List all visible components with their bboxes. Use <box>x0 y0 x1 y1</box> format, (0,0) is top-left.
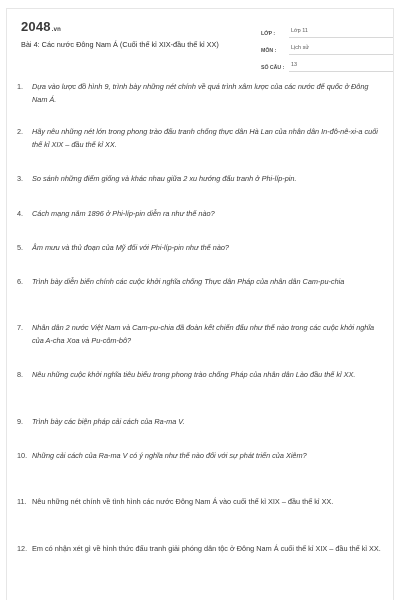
question-text: Cách mạng năm 1896 ở Phi-líp-pin diễn ra như thế nào? <box>32 209 215 218</box>
question-text: Em có nhận xét gì về hình thức đấu tranh giải phóng dân tộc ở Đông Nam Á cuối thế kỉ XIX – đầu thế kỉ XX. <box>32 544 381 553</box>
grade-label: LỚP : <box>261 31 276 37</box>
question-text: Nêu những nét chính về tình hình các nước Đông Nam Á vào cuối thế kỉ XIX – đầu thế kỉ XX. <box>32 497 334 506</box>
question-item <box>17 543 381 573</box>
question-text: Hãy nêu những nét lớn trong phong trào đấu tranh chống thực dân Hà Lan của nhân dân In-đô-nê-xi-a cuối thế kỉ XIX – đầu thế kỉ XX. <box>32 127 378 149</box>
meta-row-count <box>261 57 393 72</box>
question-text: Nêu những cuộc khởi nghĩa tiêu biểu trong phong trào chống Pháp của nhân dân Lào đầu thế kỉ XX. <box>32 370 356 379</box>
grade-value: Lớp 11 <box>289 27 393 38</box>
question-number: 8. <box>17 370 24 379</box>
question-item <box>17 173 381 208</box>
meta-row-subject <box>261 40 393 55</box>
question-text: Dựa vào lược đồ hình 9, trình bày những nét chính về quá trình xâm lược của các nước đế quốc ở Đông Nam Á. <box>32 82 369 104</box>
question-number: 12. <box>17 544 28 553</box>
question-number: 10. <box>17 451 28 460</box>
logo-suffix: .vn <box>51 27 62 33</box>
logo-main: 2048 <box>21 19 51 34</box>
question-number: 3. <box>17 174 24 183</box>
question-number: 4. <box>17 209 24 218</box>
question-list <box>17 81 381 573</box>
question-item <box>17 450 381 496</box>
question-item <box>17 322 381 369</box>
question-number: 7. <box>17 323 24 332</box>
question-text: So sánh những điểm giống và khác nhau giữa 2 xu hướng đấu tranh ở Phi-líp-pin. <box>32 174 297 183</box>
question-text: Trình bày diễn biến chính các cuộc khởi nghĩa chống Thực dân Pháp của nhân dân Cam-pu-chia <box>32 277 345 286</box>
header <box>21 19 383 69</box>
subject-label: MÔN : <box>261 48 277 54</box>
question-item <box>17 369 381 416</box>
count-label: SỐ CÂU : <box>261 65 285 71</box>
question-number: 11. <box>17 497 27 506</box>
question-number: 2. <box>17 127 24 136</box>
question-text: Nhân dân 2 nước Việt Nam và Cam-pu-chia đã đoàn kết chiến đấu như thế nào trong các cuộc khởi nghĩa của A-cha Xoa và Pu-côm-bô? <box>32 323 375 345</box>
question-item <box>17 126 381 173</box>
count-value: 13 <box>289 61 393 72</box>
meta-info <box>261 23 393 74</box>
question-item <box>17 81 381 126</box>
question-number: 5. <box>17 243 24 252</box>
site-logo[interactable] <box>21 19 61 38</box>
question-item <box>17 276 381 322</box>
lesson-title: Bài 4: Các nước Đông Nam Á (Cuối thế kỉ XIX-đầu thế kỉ XX) <box>21 40 219 49</box>
question-item <box>17 496 381 543</box>
question-text: Trình bày các biện pháp cải cách của Ra-ma V. <box>32 417 185 426</box>
question-number: 6. <box>17 277 24 286</box>
subject-value: Lịch sử <box>289 44 393 55</box>
question-number: 1. <box>17 82 24 91</box>
meta-row-grade <box>261 23 393 38</box>
question-number: 9. <box>17 417 24 426</box>
question-text: Những cải cách của Ra-ma V có ý nghĩa như thế nào đối với sự phát triển của Xiêm? <box>32 451 307 460</box>
question-text: Âm mưu và thủ đoạn của Mỹ đối với Phi-líp-pin như thế nào? <box>32 243 229 252</box>
worksheet-page <box>6 8 394 600</box>
question-item <box>17 416 381 450</box>
question-item <box>17 208 381 242</box>
question-item <box>17 242 381 276</box>
